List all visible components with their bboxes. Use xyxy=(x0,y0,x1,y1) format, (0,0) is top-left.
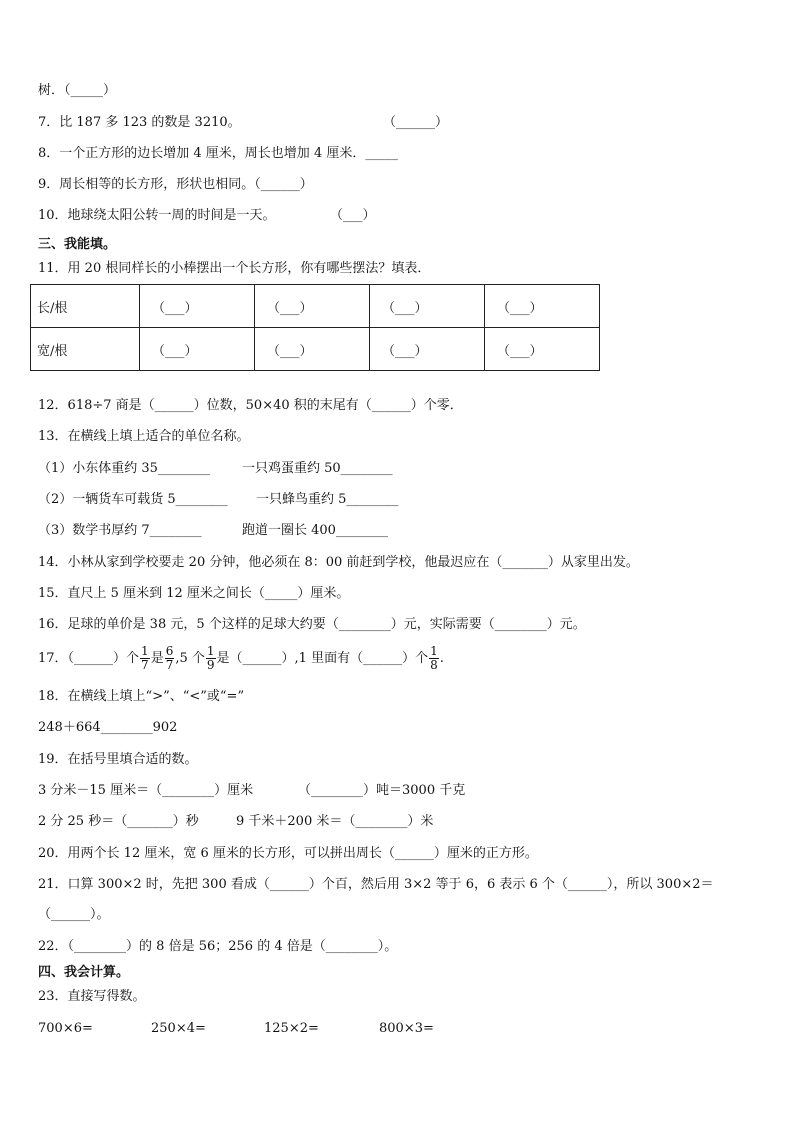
q17-text-5: . xyxy=(439,651,444,666)
question-7: 7．比 187 多 123 的数是 3210。 xyxy=(38,115,241,130)
table-cell-blank[interactable]: （___） xyxy=(485,328,600,371)
row-label-width: 宽/根 xyxy=(31,328,140,371)
q17-text-4: 是（______）,1 里面有（______）个 xyxy=(216,651,429,666)
table-cell-blank[interactable]: （___） xyxy=(370,328,485,371)
question-10-answer-blank[interactable]: （___） xyxy=(330,208,376,223)
table-cell-blank[interactable]: （___） xyxy=(255,328,370,371)
row-label-length: 长/根 xyxy=(31,285,140,328)
fraction-numerator: 1 xyxy=(430,644,438,658)
section-4-heading: 四、我会计算。 xyxy=(38,965,130,980)
fraction-denominator: 7 xyxy=(165,658,174,672)
question-18: 18．在横线上填上“>”、“<”或“=” xyxy=(38,689,245,704)
q17-text-3: ,5 个 xyxy=(175,651,205,666)
question-13: 13．在横线上填上适合的单位名称。 xyxy=(38,429,250,444)
table-cell-blank[interactable]: （___） xyxy=(140,285,255,328)
question-21: 21．口算 300×2 时，先把 300 看成（______）个百，然后用 3×2 等于 6，6 表示 6 个（______），所以 300×2＝ xyxy=(38,877,714,892)
question-22: 22．（________）的 8 倍是 56；256 的 4 倍是（________）。 xyxy=(38,939,398,954)
calc-item-2: 250×4= xyxy=(151,1021,206,1036)
q17-text-2: 是 xyxy=(150,651,164,666)
table-cell-blank[interactable]: （___） xyxy=(255,285,370,328)
question-23: 23．直接写得数。 xyxy=(38,989,146,1004)
question-19-2b: 9 千米＋200 米＝（________）米 xyxy=(236,814,434,829)
question-21-continued: （______）。 xyxy=(38,907,110,922)
fraction-six-sevenths xyxy=(165,645,175,672)
question-15: 15．直尺上 5 厘米到 12 厘米之间长（_____）厘米。 xyxy=(38,586,350,601)
question-16: 16．足球的单价是 38 元，5 个这样的足球大约要（________）元，实际需要（________）元。 xyxy=(38,617,586,632)
question-13-3a: （3）数学书厚约 7________ xyxy=(38,523,202,538)
question-20: 20．用两个长 12 厘米，宽 6 厘米的长方形，可以拼出周长（______）厘米的正方形。 xyxy=(38,846,538,861)
fraction-numerator: 6 xyxy=(165,644,174,658)
question-10: 10．地球绕太阳公转一周的时间是一天。 xyxy=(38,208,276,223)
fraction-one-ninth xyxy=(206,645,216,672)
q17-text-1: 17．（______）个 xyxy=(38,651,140,666)
question-13-2a: （2）一辆货车可载货 5________ xyxy=(38,492,228,507)
q11-answer-table xyxy=(30,284,600,371)
question-8: 8．一个正方形的边长增加 4 厘米，周长也增加 4 厘米．_____ xyxy=(38,146,398,161)
question-14: 14．小林从家到学校要走 20 分钟，他必须在 8：00 前赶到学校，他最迟应在（_______）从家里出发。 xyxy=(38,555,639,570)
table-row xyxy=(31,328,600,371)
calc-item-1: 700×6= xyxy=(38,1021,93,1036)
fraction-denominator: 9 xyxy=(206,658,215,672)
question-19-2a: 2 分 25 秒＝（_______）秒 xyxy=(38,814,199,829)
question-17 xyxy=(38,644,444,674)
question-13-2b: 一只蜂鸟重约 5________ xyxy=(256,492,399,507)
calc-item-4: 800×3= xyxy=(379,1021,434,1036)
question-13-3b: 跑道一圈长 400________ xyxy=(242,523,388,538)
question-19: 19．在括号里填合适的数。 xyxy=(38,752,198,767)
section-3-heading: 三、我能填。 xyxy=(38,237,117,252)
question-13-1a: （1）小东体重约 35________ xyxy=(38,461,210,476)
fraction-one-eighth xyxy=(429,645,439,672)
table-cell-blank[interactable]: （___） xyxy=(485,285,600,328)
question-12: 12．618÷7 商是（______）位数，50×40 积的末尾有（______）个零． xyxy=(38,398,463,413)
table-cell-blank[interactable]: （___） xyxy=(140,328,255,371)
question-19-1b: （________）吨＝3000 千克 xyxy=(298,783,466,798)
table-cell-blank[interactable]: （___） xyxy=(370,285,485,328)
question-11: 11．用 20 根同样长的小棒摆出一个长方形，你有哪些摆法？填表． xyxy=(38,261,431,276)
fraction-numerator: 1 xyxy=(141,644,149,658)
fraction-one-seventh xyxy=(140,645,150,672)
calc-item-3: 125×2= xyxy=(264,1021,319,1036)
fraction-numerator: 1 xyxy=(206,644,215,658)
fraction-denominator: 8 xyxy=(430,658,438,672)
question-19-1a: 3 分米－15 厘米＝（________）厘米 xyxy=(38,783,254,798)
question-7-answer-blank[interactable]: （______） xyxy=(383,115,449,130)
q6-tail: 树．（_____） xyxy=(38,83,117,98)
question-13-1b: 一只鸡蛋重约 50________ xyxy=(242,461,393,476)
question-18-expression: 248＋664________902 xyxy=(38,720,178,735)
table-row xyxy=(31,285,600,328)
question-9: 9．周长相等的长方形，形状也相同。（______） xyxy=(38,177,313,192)
fraction-denominator: 7 xyxy=(141,658,149,672)
